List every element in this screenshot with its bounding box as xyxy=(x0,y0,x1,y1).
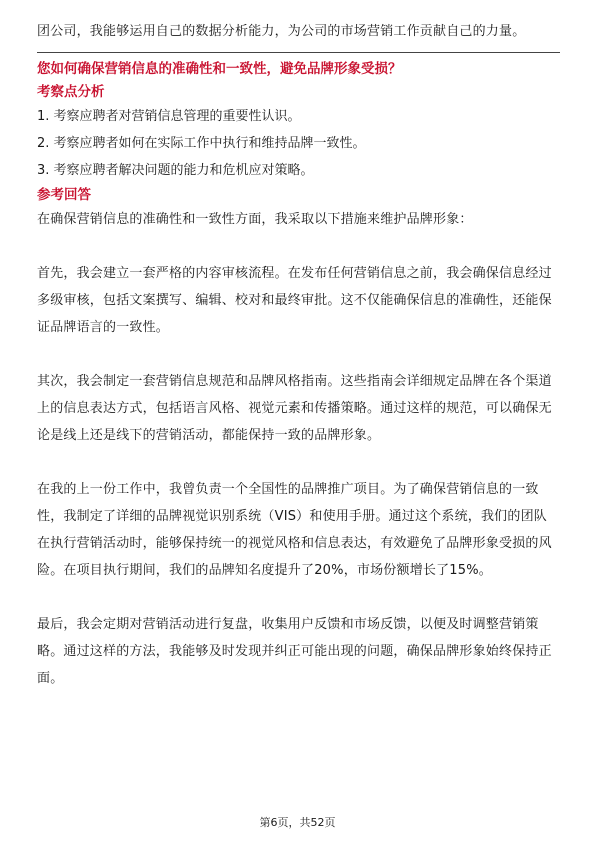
section-divider xyxy=(37,52,560,53)
answer-paragraph: 在我的上一份工作中，我曾负责一个全国性的品牌推广项目。为了确保营销信息的一致性，我制定了详细的品牌视觉识别系统（VIS）和使用手册。通过这个系统，我们的团队在执行营销活动时，能够保持统一的视觉风格和信息表达，有效避免了品牌形象受损的风险。在项目执行期间，我们的品牌知名度提升了20%，市场份额增长了15%。 xyxy=(37,482,552,578)
list-item: 1. 考察应聘者对营销信息管理的重要性认识。 xyxy=(37,109,301,124)
answer-paragraph: 首先，我会建立一套严格的内容审核流程。在发布任何营销信息之前，我会确保信息经过多级审核，包括文案撰写、编辑、校对和最终审批。这不仅能确保信息的准确性，还能保证品牌语言的一致性。 xyxy=(37,266,552,335)
page-footer: 第6页，共52页 xyxy=(259,816,336,829)
answer-paragraph: 在确保营销信息的准确性和一致性方面，我采取以下措施来维护品牌形象： xyxy=(37,212,473,227)
list-item: 2. 考察应聘者如何在实际工作中执行和维持品牌一致性。 xyxy=(37,136,366,151)
analysis-list xyxy=(37,103,560,184)
answer-paragraph: 其次，我会制定一套营销信息规范和品牌风格指南。这些指南会详细规定品牌在各个渠道上的信息表达方式，包括语言风格、视觉元素和传播策略。通过这样的规范，可以确保无论是线上还是线下的营销活动，都能保持一致的品牌形象。 xyxy=(37,374,552,443)
answer-paragraph: 最后，我会定期对营销活动进行复盘，收集用户反馈和市场反馈，以便及时调整营销策略。通过这样的方法，我能够及时发现并纠正可能出现的问题，确保品牌形象始终保持正面。 xyxy=(37,617,552,686)
list-item: 3. 考察应聘者解决问题的能力和危机应对策略。 xyxy=(37,163,314,178)
answer-heading: 参考回答 xyxy=(37,187,91,203)
intro-continuation: 团公司，我能够运用自己的数据分析能力，为公司的市场营销工作贡献自己的力量。 xyxy=(37,24,526,39)
analysis-heading: 考察点分析 xyxy=(37,84,105,100)
page-content xyxy=(37,18,560,692)
question-title: 您如何确保营销信息的准确性和一致性，避免品牌形象受损？ xyxy=(37,61,402,77)
